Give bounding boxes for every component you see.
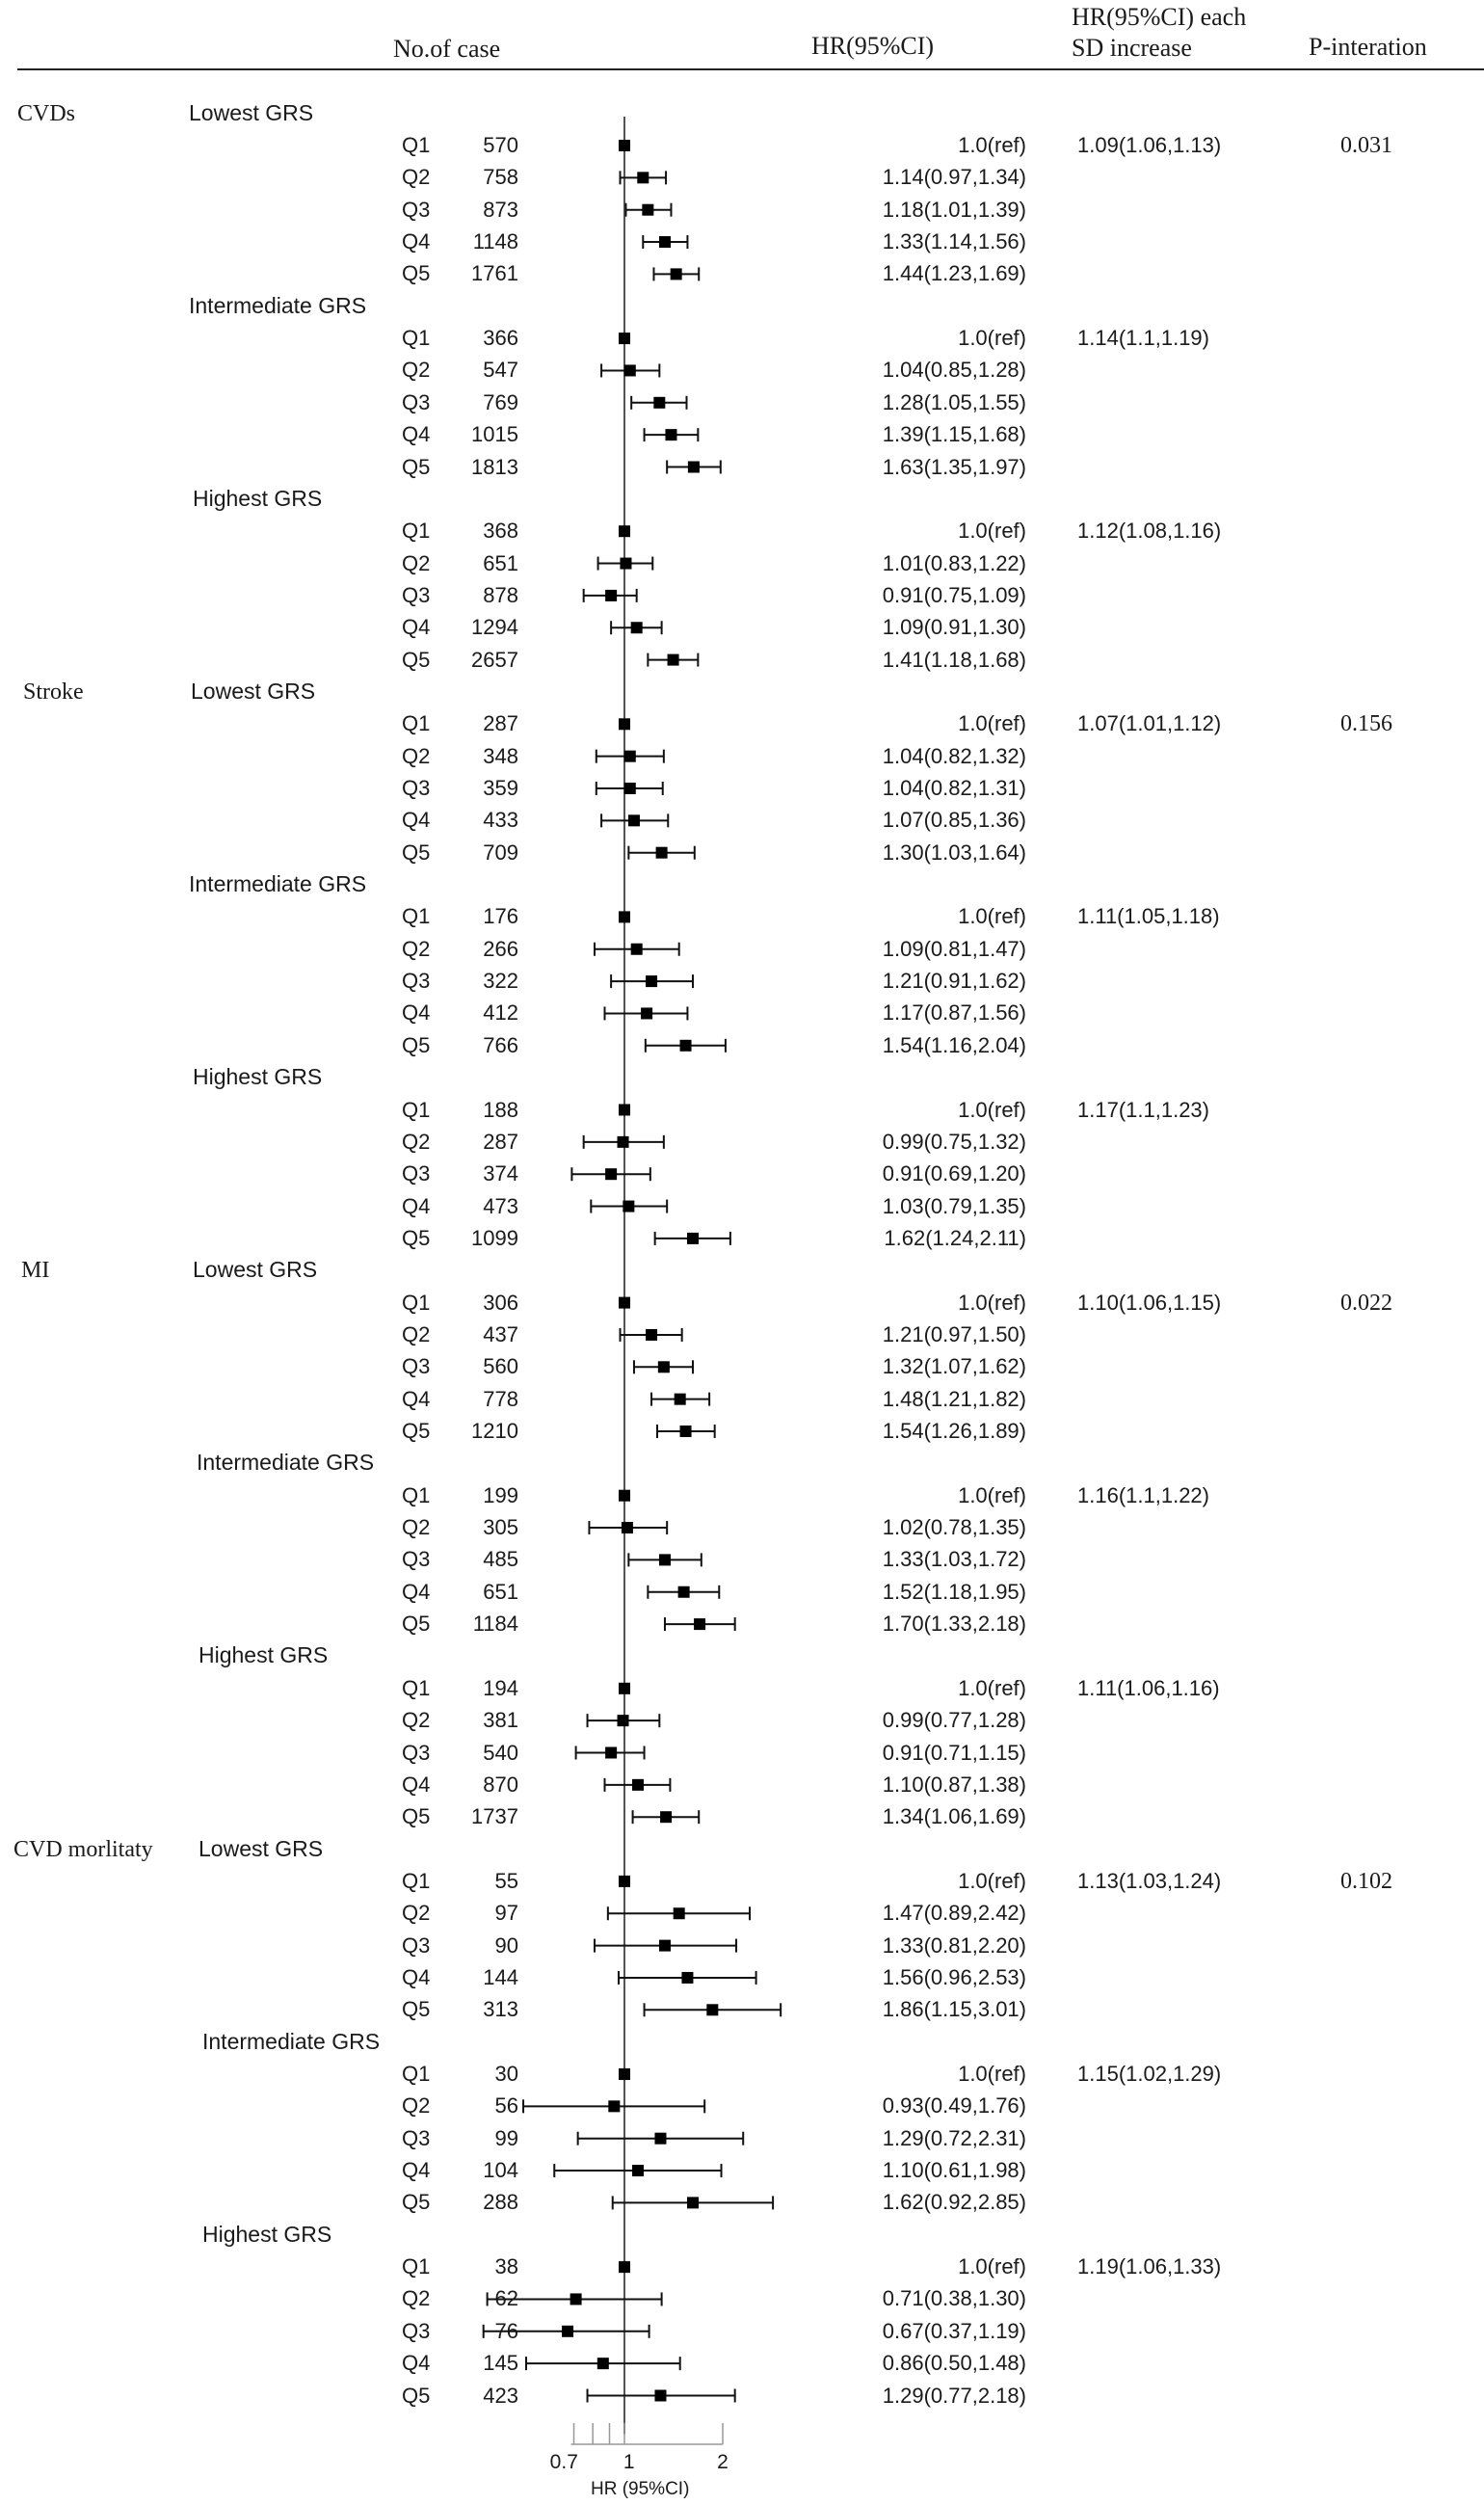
- case-count: 547: [483, 358, 518, 383]
- sd-hr-value: 1.13(1.03,1.24): [1077, 1868, 1222, 1893]
- quintile-label: Q4: [402, 2351, 431, 2376]
- sd-hr-value: 1.16(1.1,1.22): [1077, 1482, 1209, 1507]
- hr-ci-text: 0.91(0.75,1.09): [882, 582, 1026, 607]
- hr-point: [605, 1168, 617, 1180]
- group-label: Intermediate GRS: [189, 871, 367, 897]
- hr-ci-text: 1.54(1.26,1.89): [882, 1419, 1026, 1443]
- hr-ci-text: 1.70(1.33,2.18): [882, 1612, 1026, 1637]
- header-p: P-interation: [1309, 33, 1427, 61]
- quintile-label: Q5: [402, 647, 431, 672]
- case-count: 287: [483, 711, 518, 736]
- hr-ci-text: 1.04(0.85,1.28): [882, 358, 1026, 383]
- quintile-label: Q5: [402, 261, 431, 286]
- hr-point: [619, 1297, 630, 1309]
- hr-ci-text: 1.0(ref): [958, 1290, 1026, 1315]
- hr-ci-text: 1.10(0.87,1.38): [882, 1772, 1026, 1797]
- quintile-label: Q4: [402, 229, 431, 254]
- case-count: 366: [483, 326, 518, 351]
- quintile-label: Q3: [402, 1547, 431, 1572]
- hr-ci-text: 1.17(0.87,1.56): [882, 1000, 1026, 1026]
- group-label: Highest GRS: [202, 2221, 332, 2247]
- case-count: 90: [494, 1932, 518, 1958]
- hr-ci-text: 1.33(1.03,1.72): [882, 1547, 1026, 1572]
- case-count: 374: [483, 1161, 518, 1186]
- hr-ci-text: 1.52(1.18,1.95): [882, 1579, 1026, 1604]
- hr-point: [631, 944, 643, 955]
- hr-point: [659, 236, 671, 248]
- quintile-label: Q3: [402, 776, 431, 800]
- hr-point: [624, 364, 636, 376]
- sd-hr-value: 1.11(1.05,1.18): [1077, 904, 1220, 929]
- quintile-label: Q2: [402, 1708, 431, 1733]
- quintile-label: Q4: [402, 808, 431, 833]
- quintile-label: Q1: [402, 1675, 431, 1700]
- hr-ci-text: 1.09(0.81,1.47): [882, 936, 1026, 961]
- hr-ci-text: 0.86(0.50,1.48): [882, 2351, 1026, 2376]
- quintile-label: Q1: [402, 133, 431, 157]
- quintile-label: Q5: [402, 1032, 431, 1057]
- hr-ci-text: 1.33(1.14,1.56): [882, 229, 1026, 254]
- quintile-label: Q5: [402, 1997, 431, 2022]
- hr-ci-text: 1.09(0.91,1.30): [882, 615, 1026, 640]
- hr-ci-text: 0.91(0.71,1.15): [882, 1740, 1026, 1765]
- case-count: 199: [483, 1482, 518, 1507]
- quintile-label: Q3: [402, 1161, 431, 1186]
- case-count: 540: [483, 1740, 518, 1765]
- hr-point: [619, 911, 630, 922]
- hr-ci-text: 1.0(ref): [958, 711, 1026, 736]
- p-interaction-value: 0.022: [1340, 1290, 1392, 1316]
- quintile-label: Q4: [402, 1964, 431, 1989]
- group-label: Lowest GRS: [193, 1257, 318, 1283]
- hr-point: [688, 462, 700, 473]
- case-count: 1099: [471, 1225, 518, 1250]
- hr-ci-text: 1.01(0.83,1.22): [882, 550, 1026, 575]
- group-label: Highest GRS: [199, 1642, 329, 1668]
- quintile-label: Q2: [402, 165, 431, 190]
- hr-point: [653, 397, 665, 409]
- case-count: 188: [483, 1097, 518, 1122]
- quintile-label: Q3: [402, 197, 431, 222]
- hr-ci-text: 1.0(ref): [958, 2254, 1026, 2279]
- quintile-label: Q1: [402, 1482, 431, 1507]
- hr-ci-text: 1.28(1.05,1.55): [882, 389, 1026, 414]
- quintile-label: Q5: [402, 1612, 431, 1637]
- group-label: Intermediate GRS: [189, 292, 367, 318]
- case-count: 1813: [471, 454, 518, 479]
- hr-point: [619, 718, 630, 730]
- case-count: 176: [483, 904, 518, 929]
- quintile-label: Q1: [402, 2062, 431, 2086]
- hr-ci-text: 1.30(1.03,1.64): [882, 839, 1026, 865]
- hr-point: [618, 1136, 629, 1148]
- case-count: 437: [483, 1321, 518, 1346]
- quintile-label: Q3: [402, 582, 431, 607]
- case-count: 433: [483, 808, 518, 833]
- x-tick-label: 0.7: [549, 2451, 578, 2473]
- hr-point: [680, 1426, 692, 1437]
- hr-ci-text: 1.86(1.15,3.01): [882, 1997, 1026, 2022]
- quintile-label: Q5: [402, 839, 431, 865]
- quintile-label: Q1: [402, 904, 431, 929]
- hr-point: [637, 172, 649, 183]
- hr-ci-text: 1.29(0.72,2.31): [882, 2125, 1026, 2150]
- hr-point: [658, 1361, 670, 1372]
- quintile-label: Q5: [402, 1225, 431, 1250]
- hr-point: [654, 2133, 666, 2145]
- hr-ci-text: 1.02(0.78,1.35): [882, 1515, 1026, 1540]
- case-count: 423: [483, 2383, 518, 2408]
- hr-point: [620, 558, 631, 570]
- hr-point: [694, 1618, 705, 1630]
- quintile-label: Q5: [402, 1419, 431, 1443]
- case-count: 322: [483, 969, 518, 994]
- quintile-label: Q3: [402, 389, 431, 414]
- hr-ci-text: 1.34(1.06,1.69): [882, 1804, 1026, 1829]
- sd-hr-value: 1.09(1.06,1.13): [1077, 133, 1222, 157]
- hr-point: [605, 1747, 617, 1759]
- case-count: 56: [494, 2093, 518, 2119]
- hr-point: [674, 1907, 685, 1919]
- outcome-label: CVDs: [17, 100, 76, 126]
- quintile-label: Q3: [402, 2318, 431, 2343]
- p-interaction-value: 0.156: [1340, 711, 1392, 737]
- x-axis-label: HR (95%CI): [591, 2479, 690, 2499]
- hr-point: [632, 2165, 644, 2176]
- hr-ci-text: 1.39(1.15,1.68): [882, 422, 1026, 447]
- quintile-label: Q1: [402, 2254, 431, 2279]
- hr-ci-text: 1.29(0.77,2.18): [882, 2383, 1026, 2408]
- hr-ci-text: 1.0(ref): [958, 2062, 1026, 2086]
- x-tick-label: 1: [623, 2451, 635, 2473]
- quintile-label: Q2: [402, 2286, 431, 2311]
- sd-hr-value: 1.19(1.06,1.33): [1077, 2254, 1222, 2279]
- quintile-label: Q2: [402, 743, 431, 768]
- hr-point: [646, 975, 657, 987]
- case-count: 144: [483, 1964, 518, 1989]
- x-tick-label: 2: [717, 2451, 729, 2473]
- hr-ci-text: 0.99(0.77,1.28): [882, 1708, 1026, 1733]
- header-sd-line2: SD increase: [1072, 34, 1192, 62]
- hr-point: [687, 1233, 699, 1244]
- hr-point: [678, 1586, 690, 1598]
- hr-ci-text: 1.54(1.16,2.04): [882, 1032, 1026, 1057]
- hr-point: [622, 1522, 633, 1533]
- case-count: 709: [483, 839, 518, 865]
- outcome-label: MI: [21, 1258, 50, 1284]
- case-count: 194: [483, 1675, 518, 1700]
- hr-point: [562, 2326, 573, 2337]
- group-label: Lowest GRS: [191, 678, 316, 704]
- case-count: 381: [483, 1708, 518, 1733]
- quintile-label: Q1: [402, 1290, 431, 1315]
- hr-point: [605, 590, 617, 601]
- case-count: 870: [483, 1772, 518, 1797]
- hr-point: [675, 1394, 686, 1405]
- sd-hr-value: 1.14(1.1,1.19): [1077, 326, 1209, 351]
- quintile-label: Q4: [402, 615, 431, 640]
- group-label: Lowest GRS: [189, 99, 314, 125]
- hr-point: [660, 1811, 672, 1823]
- case-count: 288: [483, 2190, 518, 2215]
- hr-point: [631, 622, 643, 633]
- quintile-label: Q3: [402, 2125, 431, 2150]
- hr-ci-text: 0.99(0.75,1.32): [882, 1129, 1026, 1154]
- hr-ci-text: 1.63(1.35,1.97): [882, 454, 1026, 479]
- case-count: 305: [483, 1515, 518, 1540]
- case-count: 1210: [471, 1419, 518, 1443]
- quintile-label: Q2: [402, 1515, 431, 1540]
- hr-ci-text: 1.0(ref): [958, 326, 1026, 351]
- quintile-label: Q4: [402, 1386, 431, 1411]
- hr-point: [608, 2100, 620, 2112]
- case-count: 1737: [471, 1804, 518, 1829]
- hr-ci-text: 1.03(0.79,1.35): [882, 1193, 1026, 1218]
- hr-ci-text: 1.0(ref): [958, 1097, 1026, 1122]
- case-count: 306: [483, 1290, 518, 1315]
- quintile-label: Q3: [402, 1740, 431, 1765]
- case-count: 560: [483, 1354, 518, 1379]
- case-count: 412: [483, 1000, 518, 1026]
- hr-point: [671, 268, 682, 280]
- hr-ci-text: 1.21(0.91,1.62): [882, 969, 1026, 994]
- hr-ci-text: 1.62(0.92,2.85): [882, 2190, 1026, 2215]
- case-count: 348: [483, 743, 518, 768]
- case-count: 55: [494, 1868, 518, 1893]
- case-count: 651: [483, 1579, 518, 1604]
- sd-hr-value: 1.17(1.1,1.23): [1077, 1097, 1209, 1122]
- hr-ci-text: 1.0(ref): [958, 519, 1026, 544]
- hr-ci-text: 1.0(ref): [958, 904, 1026, 929]
- hr-point: [668, 654, 679, 666]
- p-interaction-value: 0.031: [1340, 133, 1392, 158]
- header-cases: No.of case: [393, 35, 501, 63]
- quintile-label: Q3: [402, 1932, 431, 1958]
- quintile-label: Q4: [402, 1772, 431, 1797]
- hr-point: [646, 1329, 657, 1341]
- outcome-label: CVD morlitaty: [13, 1836, 153, 1862]
- hr-ci-text: 1.32(1.07,1.62): [882, 1354, 1026, 1379]
- group-label: Intermediate GRS: [202, 2028, 381, 2054]
- hr-point: [619, 333, 630, 344]
- hr-ci-text: 1.10(0.61,1.98): [882, 2158, 1026, 2183]
- hr-point: [659, 1940, 671, 1952]
- case-count: 1148: [472, 229, 518, 254]
- hr-ci-text: 1.04(0.82,1.31): [882, 776, 1026, 800]
- quintile-label: Q4: [402, 1193, 431, 1218]
- hr-ci-text: 1.47(0.89,2.42): [882, 1901, 1026, 1926]
- quintile-label: Q4: [402, 1579, 431, 1604]
- case-count: 769: [483, 389, 518, 414]
- hr-ci-text: 1.0(ref): [958, 1675, 1026, 1700]
- group-label: Highest GRS: [193, 1064, 323, 1090]
- p-interaction-value: 0.102: [1340, 1868, 1392, 1894]
- quintile-label: Q5: [402, 1804, 431, 1829]
- hr-ci-text: 1.48(1.21,1.82): [882, 1386, 1026, 1411]
- header-hr: HR(95%CI): [811, 32, 935, 60]
- hr-point: [618, 1715, 629, 1726]
- hr-ci-text: 0.91(0.69,1.20): [882, 1161, 1026, 1186]
- case-count: 266: [483, 936, 518, 961]
- group-label: Intermediate GRS: [197, 1450, 375, 1476]
- hr-point: [656, 847, 668, 859]
- case-count: 878: [483, 582, 518, 607]
- hr-ci-text: 1.62(1.24,2.11): [884, 1225, 1026, 1250]
- hr-point: [619, 525, 630, 537]
- quintile-label: Q2: [402, 1129, 431, 1154]
- quintile-label: Q1: [402, 1868, 431, 1893]
- quintile-label: Q2: [402, 2093, 431, 2119]
- sd-hr-value: 1.15(1.02,1.29): [1077, 2062, 1222, 2086]
- hr-point: [642, 204, 653, 216]
- sd-hr-value: 1.07(1.01,1.12): [1077, 711, 1222, 736]
- quintile-label: Q2: [402, 1901, 431, 1926]
- case-count: 485: [483, 1547, 518, 1572]
- quintile-label: Q3: [402, 969, 431, 994]
- hr-point: [619, 2068, 630, 2080]
- quintile-label: Q1: [402, 326, 431, 351]
- group-label: Lowest GRS: [199, 1835, 324, 1861]
- case-count: 368: [483, 519, 518, 544]
- hr-point: [641, 1007, 652, 1019]
- hr-ci-text: 1.18(1.01,1.39): [882, 197, 1026, 222]
- case-count: 1761: [471, 261, 518, 286]
- hr-point: [619, 2261, 630, 2273]
- quintile-label: Q5: [402, 2190, 431, 2215]
- hr-ci-text: 1.0(ref): [958, 133, 1026, 157]
- case-count: 473: [483, 1193, 518, 1218]
- quintile-label: Q5: [402, 2383, 431, 2408]
- case-count: 873: [483, 197, 518, 222]
- hr-point: [681, 1972, 693, 1984]
- case-count: 313: [483, 1997, 518, 2022]
- hr-point: [680, 1040, 692, 1052]
- case-count: 758: [483, 165, 518, 190]
- hr-point: [619, 140, 630, 151]
- case-count: 778: [483, 1386, 518, 1411]
- hr-ci-text: 1.21(0.97,1.50): [882, 1321, 1026, 1346]
- hr-ci-text: 1.0(ref): [958, 1482, 1026, 1507]
- hr-point: [597, 2358, 609, 2369]
- case-count: 651: [483, 550, 518, 575]
- quintile-label: Q1: [402, 519, 431, 544]
- hr-ci-text: 1.0(ref): [958, 1868, 1026, 1893]
- hr-ci-text: 1.04(0.82,1.32): [882, 743, 1026, 768]
- hr-point: [623, 1201, 634, 1213]
- case-count: 97: [494, 1901, 518, 1926]
- outcome-label: Stroke: [23, 679, 84, 705]
- quintile-label: Q4: [402, 422, 431, 447]
- hr-ci-text: 0.93(0.49,1.76): [882, 2093, 1026, 2119]
- sd-hr-value: 1.11(1.06,1.16): [1077, 1675, 1220, 1700]
- quintile-label: Q2: [402, 1321, 431, 1346]
- case-count: 1015: [471, 422, 518, 447]
- hr-point: [619, 1105, 630, 1116]
- hr-ci-text: 1.07(0.85,1.36): [882, 808, 1026, 833]
- group-label: Highest GRS: [193, 485, 323, 511]
- hr-point: [570, 2293, 582, 2305]
- case-count: 570: [483, 133, 518, 157]
- hr-point: [624, 783, 636, 794]
- hr-ci-text: 1.56(0.96,2.53): [882, 1964, 1026, 1989]
- hr-point: [706, 2004, 718, 2015]
- hr-point: [628, 814, 640, 826]
- hr-point: [619, 1876, 630, 1887]
- quintile-label: Q3: [402, 1354, 431, 1379]
- hr-ci-text: 0.67(0.37,1.19): [882, 2318, 1026, 2343]
- case-count: 99: [494, 2125, 518, 2150]
- case-count: 104: [483, 2158, 518, 2183]
- case-count: 766: [483, 1032, 518, 1057]
- quintile-label: Q2: [402, 936, 431, 961]
- case-count: 62: [494, 2286, 518, 2311]
- hr-ci-text: 1.33(0.81,2.20): [882, 1932, 1026, 1958]
- hr-point: [654, 2390, 666, 2402]
- case-count: 287: [483, 1129, 518, 1154]
- header-sd-line1: HR(95%CI) each: [1072, 3, 1247, 31]
- quintile-label: Q2: [402, 550, 431, 575]
- case-count: 359: [483, 776, 518, 800]
- hr-point: [624, 751, 636, 762]
- quintile-label: Q1: [402, 711, 431, 736]
- hr-point: [687, 2197, 699, 2208]
- quintile-label: Q4: [402, 1000, 431, 1026]
- hr-ci-text: 1.44(1.23,1.69): [882, 261, 1026, 286]
- case-count: 1184: [472, 1612, 518, 1637]
- quintile-label: Q2: [402, 358, 431, 383]
- case-count: 38: [494, 2254, 518, 2279]
- quintile-label: Q1: [402, 1097, 431, 1122]
- sd-hr-value: 1.10(1.06,1.15): [1077, 1290, 1222, 1315]
- sd-hr-value: 1.12(1.08,1.16): [1077, 519, 1222, 544]
- hr-point: [632, 1779, 644, 1791]
- quintile-label: Q5: [402, 454, 431, 479]
- case-count: 2657: [471, 647, 518, 672]
- hr-ci-text: 1.41(1.18,1.68): [882, 647, 1026, 672]
- hr-ci-text: 0.71(0.38,1.30): [882, 2286, 1026, 2311]
- case-count: 1294: [471, 615, 518, 640]
- hr-point: [619, 1490, 630, 1502]
- hr-point: [665, 429, 676, 440]
- quintile-label: Q4: [402, 2158, 431, 2183]
- case-count: 76: [494, 2318, 518, 2343]
- case-count: 145: [483, 2351, 518, 2376]
- case-count: 30: [494, 2062, 518, 2086]
- hr-point: [659, 1554, 671, 1565]
- hr-point: [619, 1683, 630, 1694]
- hr-ci-text: 1.14(0.97,1.34): [882, 165, 1026, 190]
